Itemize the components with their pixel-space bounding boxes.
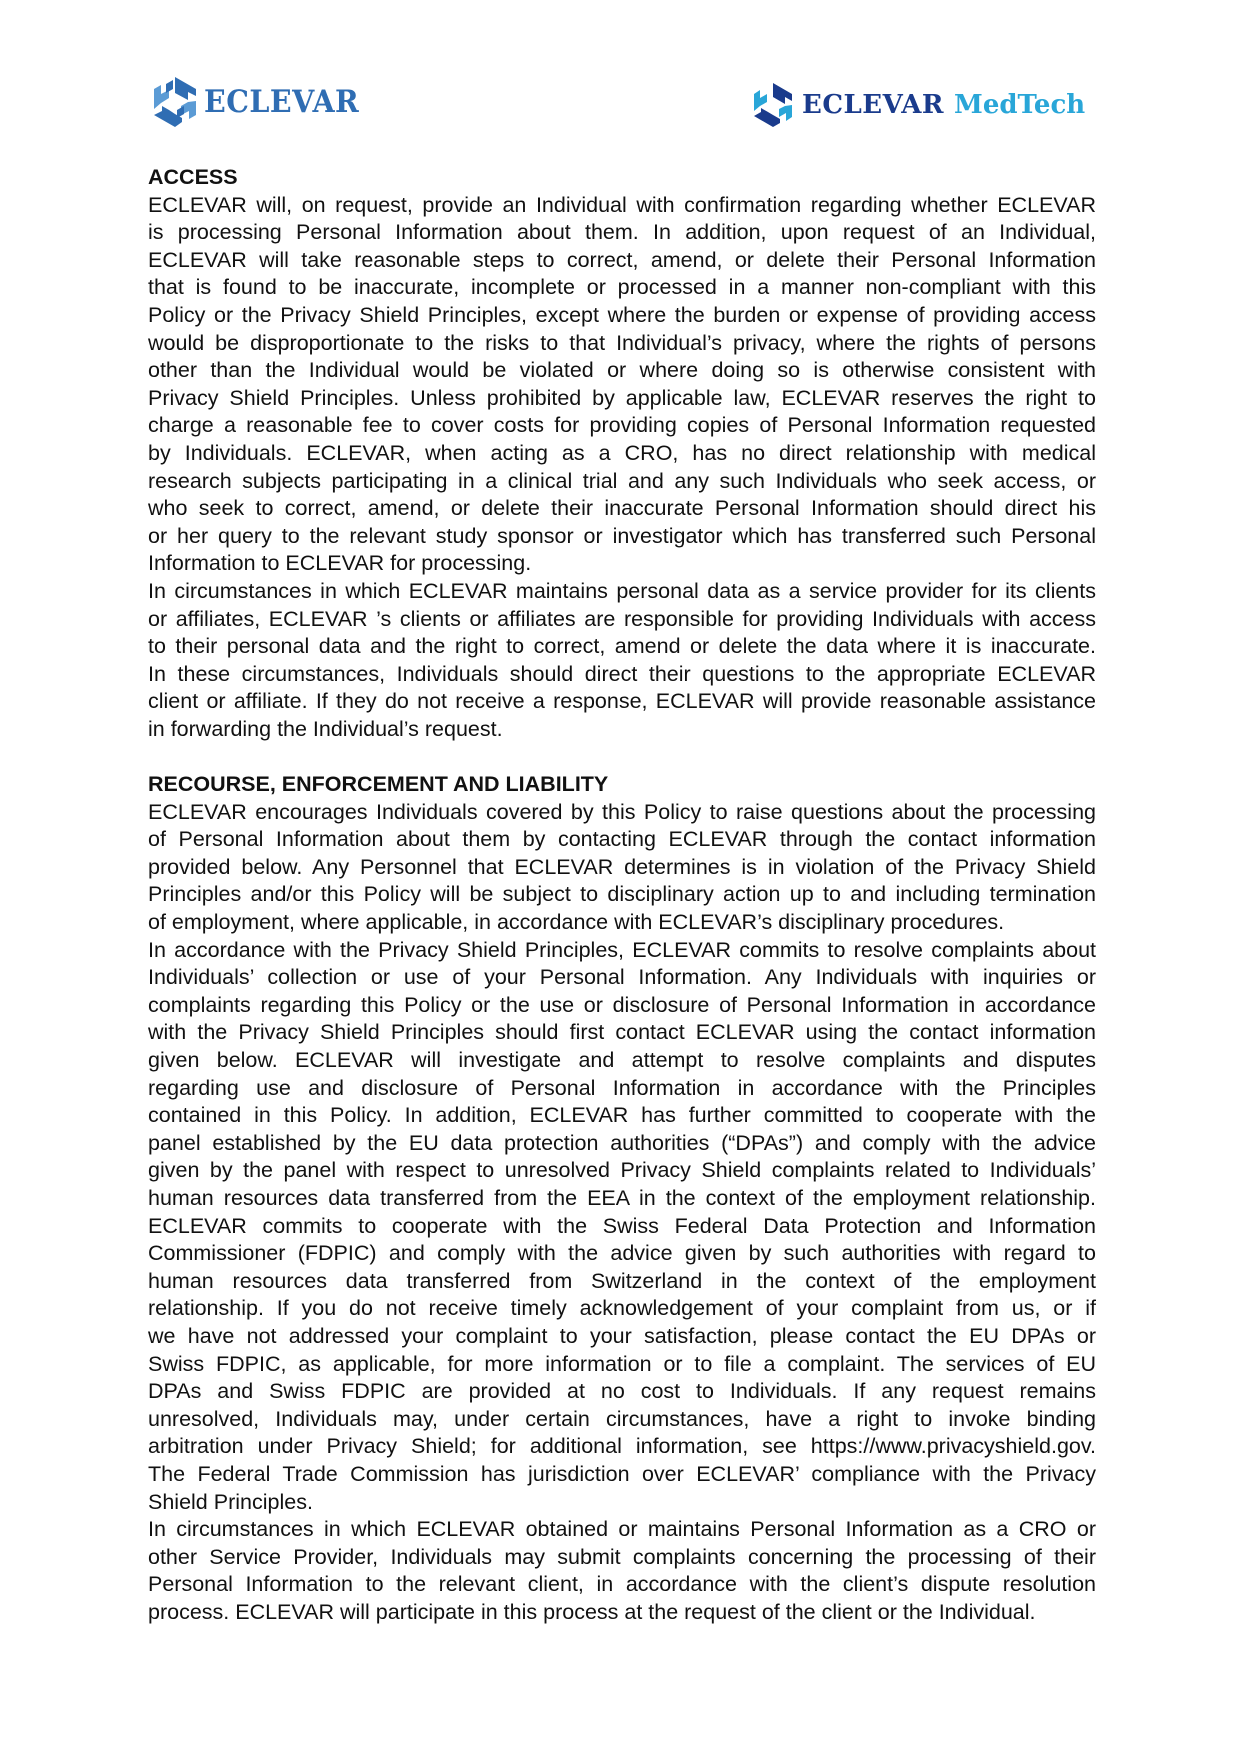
eclevar-logo xyxy=(152,76,373,128)
text-line: Shield Principles. xyxy=(148,1489,313,1514)
text-line: ECLEVAR will take reasonable steps to correct, amend, or delete their Personal Information xyxy=(148,247,1096,272)
text-line: of Personal Information about them by contacting ECLEVAR through the contact information xyxy=(148,827,1096,852)
text-line: ECLEVAR commits to cooperate with the Swiss Federal Data Protection and Information xyxy=(148,1213,1096,1238)
paragraph xyxy=(148,192,1096,578)
text-line: is processing Personal Information about them. In addition, upon request of an Individual, xyxy=(148,220,1096,245)
paragraph xyxy=(148,578,1096,744)
text-line: human resources data transferred from Switzerland in the context of the employment xyxy=(148,1268,1096,1293)
text-line: to their personal data and the right to correct, amend or delete the data where it is inaccurate. xyxy=(148,634,1096,659)
document-body xyxy=(148,164,1096,1626)
eclevar-medtech-wordmark: ECLEVAR xyxy=(802,90,945,120)
text-line: contained in this Policy. In addition, ECLEVAR has further committed to cooperate with the xyxy=(148,1103,1096,1128)
text-line: regarding use and disclosure of Personal Information in accordance with the Principles xyxy=(148,1075,1096,1100)
text-line: with the Privacy Shield Principles should first contact ECLEVAR using the contact information xyxy=(148,1020,1096,1045)
text-line: ECLEVAR encourages Individuals covered by this Policy to raise questions about the processing xyxy=(148,799,1096,824)
text-line: Swiss FDPIC, as applicable, for more information or to file a complaint. The services of EU xyxy=(148,1351,1096,1376)
eclevar-wordmark: ECLEVAR xyxy=(204,84,360,120)
text-line: who seek to correct, amend, or delete their inaccurate Personal Information should direct his xyxy=(148,496,1096,521)
text-line: relationship. If you do not receive timely acknowledgement of your complaint from us, or if xyxy=(148,1296,1096,1321)
text-line: Personal Information to the relevant client, in accordance with the client’s dispute resolution xyxy=(148,1572,1096,1597)
text-line: would be disproportionate to the risks to that Individual’s privacy, where the rights of persons xyxy=(148,330,1096,355)
text-line: In circumstances in which ECLEVAR maintains personal data as a service provider for its clients xyxy=(148,578,1096,603)
text-line: charge a reasonable fee to cover costs for providing copies of Personal Information requested xyxy=(148,413,1096,438)
text-line: Policy or the Privacy Shield Principles, except where the burden or expense of providing access xyxy=(148,302,1096,327)
text-line: The Federal Trade Commission has jurisdiction over ECLEVAR’ compliance with the Privacy xyxy=(148,1461,1096,1486)
text-line: In these circumstances, Individuals should direct their questions to the appropriate ECLEVAR xyxy=(148,661,1096,686)
text-line: Principles and/or this Policy will be subject to disciplinary action up to and including termination xyxy=(148,882,1096,907)
eclevar-hexagon-icon xyxy=(152,76,198,128)
text-line: research subjects participating in a clinical trial and any such Individuals who seek access, or xyxy=(148,468,1096,493)
text-line: DPAs and Swiss FDPIC are provided at no cost to Individuals. If any request remains xyxy=(148,1379,1096,1404)
text-line: In accordance with the Privacy Shield Principles, ECLEVAR commits to resolve complaints about xyxy=(148,937,1096,962)
text-line: Individuals’ collection or use of your Personal Information. Any Individuals with inquiries or xyxy=(148,965,1096,990)
text-line: given below. ECLEVAR will investigate and attempt to resolve complaints and disputes xyxy=(148,1048,1096,1072)
text-line: given by the panel with respect to unresolved Privacy Shield complaints related to Individuals’ xyxy=(148,1158,1096,1183)
text-line: other than the Individual would be violated or where doing so is otherwise consistent with xyxy=(148,358,1096,383)
text-line: other Service Provider, Individuals may submit complaints concerning the processing of their xyxy=(148,1544,1096,1569)
text-line[interactable]: arbitration under Privacy Shield; for additional information, see https://www.privacyshield.gov. xyxy=(148,1434,1096,1459)
paragraph xyxy=(148,1516,1096,1626)
text-line: Information to ECLEVAR for processing. xyxy=(148,551,532,576)
text-line: client or affiliate. If they do not receive a response, ECLEVAR will provide reasonable assistance xyxy=(148,689,1096,714)
text-line: or affiliates, ECLEVAR ’s clients or affiliates are responsible for providing Individuals with access xyxy=(148,606,1096,631)
text-line: by Individuals. ECLEVAR, when acting as a CRO, has no direct relationship with medical xyxy=(148,440,1096,465)
eclevar-medtech-logo xyxy=(752,82,1085,128)
section-heading: ACCESS xyxy=(148,165,238,189)
text-line: Commissioner (FDPIC) and comply with the advice given by such authorities with regard to xyxy=(148,1241,1096,1266)
paragraph xyxy=(148,937,1096,1516)
text-line: of employment, where applicable, in accordance with ECLEVAR’s disciplinary procedures. xyxy=(148,910,1005,935)
text-line: process. ECLEVAR will participate in this process at the request of the client or the Individual. xyxy=(148,1599,1036,1624)
text-line: panel established by the EU data protection authorities (“DPAs”) and comply with the advice xyxy=(148,1130,1096,1155)
section-spacer xyxy=(148,743,1096,771)
text-line: In circumstances in which ECLEVAR obtained or maintains Personal Information as a CRO or xyxy=(148,1517,1096,1542)
text-line: Privacy Shield Principles. Unless prohibited by applicable law, ECLEVAR reserves the right to xyxy=(148,385,1096,410)
text-line: human resources data transferred from the EEA in the context of the employment relationship. xyxy=(148,1185,1096,1210)
text-line: that is found to be inaccurate, incomplete or processed in a manner non-compliant with this xyxy=(148,275,1096,300)
text-line: or her query to the relevant study sponsor or investigator which has transferred such Personal xyxy=(148,523,1096,548)
text-line: ECLEVAR will, on request, provide an Individual with confirmation regarding whether ECLEVAR xyxy=(148,192,1096,217)
paragraph xyxy=(148,799,1096,937)
text-line: in forwarding the Individual’s request. xyxy=(148,716,503,741)
eclevar-medtech-hexagon-icon xyxy=(752,82,794,128)
medtech-wordmark: MedTech xyxy=(954,90,1086,120)
text-line: complaints regarding this Policy or the use or disclosure of Personal Information in accordance xyxy=(148,992,1096,1017)
text-line: unresolved, Individuals may, under certain circumstances, have a right to invoke binding xyxy=(148,1406,1096,1431)
text-line: we have not addressed your complaint to your satisfaction, please contact the EU DPAs or xyxy=(148,1323,1096,1348)
text-line: provided below. Any Personnel that ECLEVAR determines is in violation of the Privacy Shield xyxy=(148,854,1096,879)
section-heading: RECOURSE, ENFORCEMENT AND LIABILITY xyxy=(148,772,609,797)
